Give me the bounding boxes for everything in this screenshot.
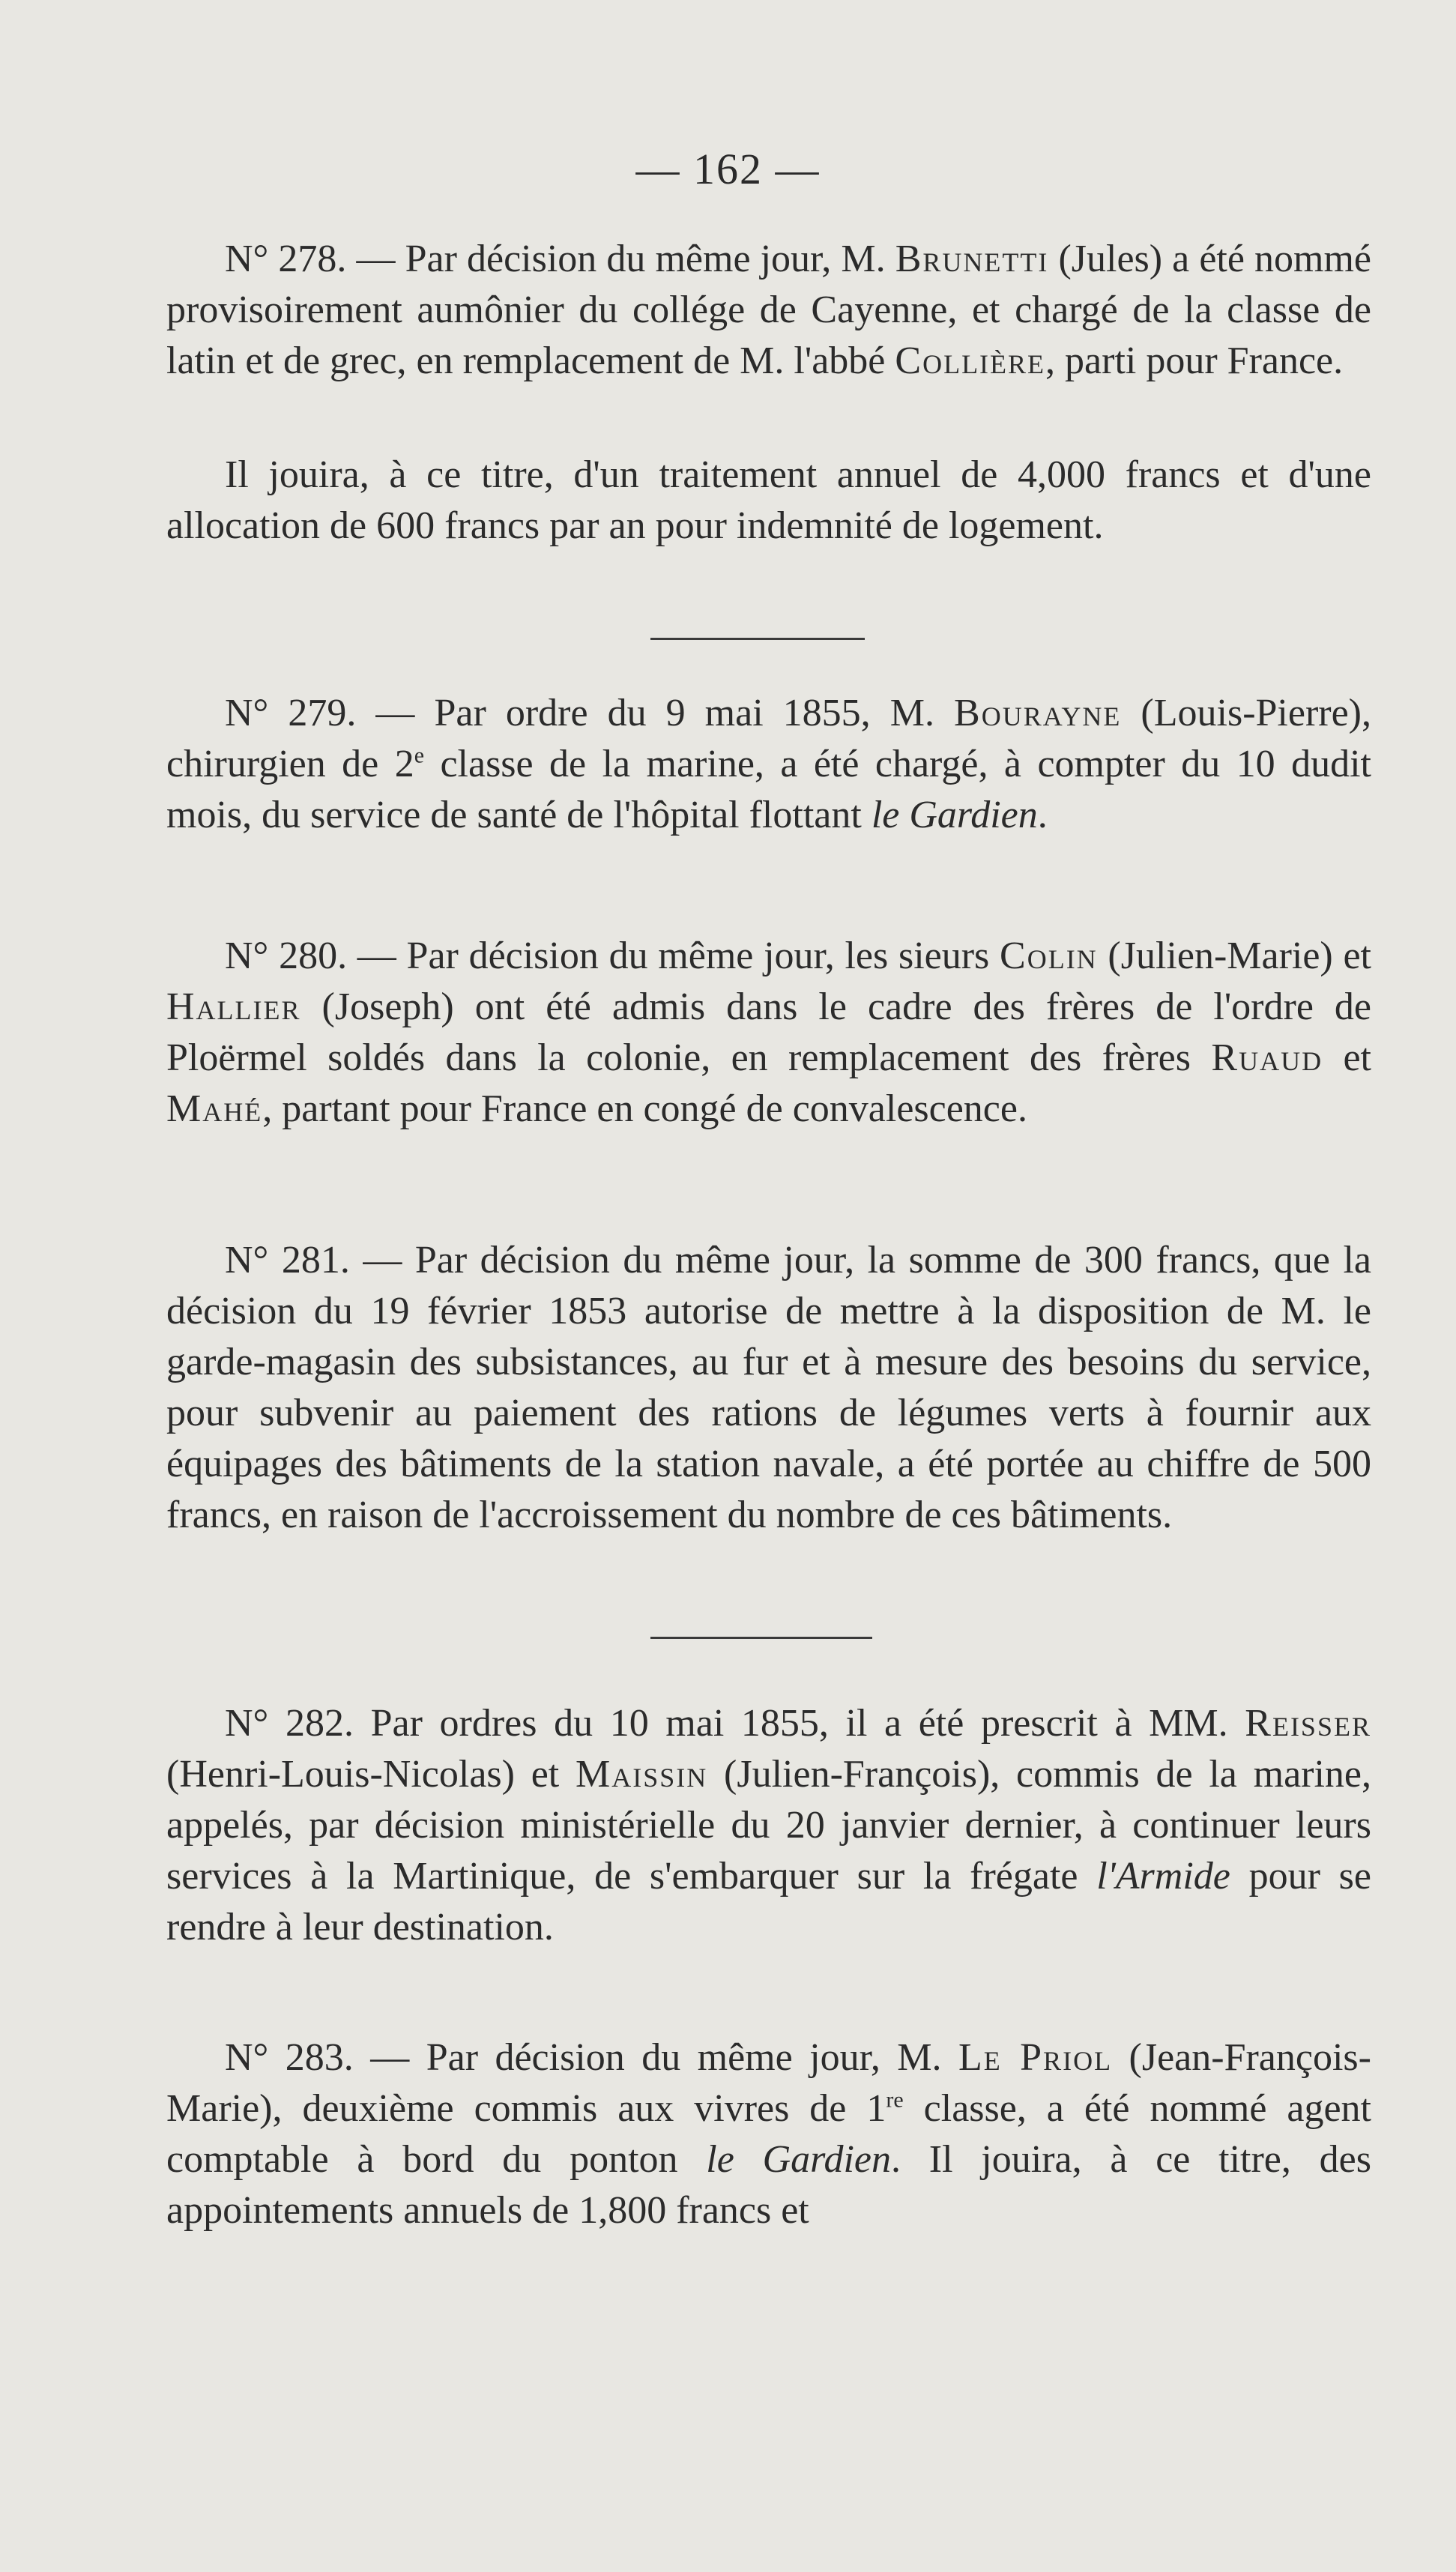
- entry-text: — Par décision du même jour, M.: [346, 238, 895, 280]
- entry-278-paragraph-2: Il jouira, à ce titre, d'un traitement annuel de 4,000 francs et d'une allocation de 600 francs par an pour indemnité de logement.: [166, 453, 1371, 547]
- entry-number: N° 278.: [225, 238, 347, 280]
- entry-text: , parti pour France.: [1045, 339, 1344, 382]
- ship-name: le Gardien: [871, 794, 1038, 836]
- ship-name: l'Armide: [1096, 1855, 1230, 1898]
- section-divider: [650, 638, 865, 640]
- entry-text: (Julien-François), commis de la marine, appelés, par décision ministérielle du 20 janvier dernier, à continuer leurs services à la Martinique, de s'embarquer sur la frégate: [166, 1753, 1371, 1898]
- entry-text: — Par décision du même jour, la somme de 300 francs, que la décision du 19 février 1853 autorise de mettre à la disposition de M. le garde-magasin des subsistances, au fur et à mesure des besoins du service, pour subvenir au paiement des rations de légumes verts à fournir aux équipages des bâtiments de la station navale, a été portée au chiffre de 500 francs, en raison de l'accroissement du nombre de ces bâtiments.: [166, 1239, 1371, 1536]
- entry-number: N° 282.: [225, 1702, 354, 1745]
- entry-number: N° 279.: [225, 692, 357, 734]
- person-name: Le Priol: [958, 2036, 1113, 2079]
- page-number: — 162 —: [635, 145, 821, 193]
- entry-text: (Jules) a été nommé provisoirement aumônier du collége de Cayenne, et chargé de la classe de latin et de grec, en remplacement de M. l'abbé: [166, 238, 1371, 382]
- person-name: Collière: [895, 339, 1046, 382]
- person-name: Hallier: [166, 985, 301, 1028]
- entry-text: (Henri-Louis-Nicolas) et: [166, 1753, 576, 1796]
- entry-281: [166, 1235, 1371, 1541]
- ordinal-superscript: e: [414, 743, 425, 768]
- entry-text: — Par décision du même jour, les sieurs: [347, 935, 1000, 977]
- entry-number: N° 281.: [225, 1239, 350, 1282]
- entry-278: [166, 234, 1371, 387]
- entry-number: N° 283.: [225, 2036, 354, 2079]
- entry-282: [166, 1698, 1371, 1953]
- section-divider: [650, 1637, 872, 1639]
- entry-text: (Louis-Pierre), chirurgien de 2: [166, 692, 1371, 785]
- entry-text: , partant pour France en congé de convalescence.: [262, 1087, 1027, 1130]
- ship-name: le Gardien: [706, 2138, 891, 2181]
- entry-text: et: [1323, 1036, 1371, 1079]
- entry-text: . Il jouira, à ce titre, des appointements annuels de 1,800 francs et: [166, 2138, 1371, 2232]
- entry-text: (Joseph) ont été admis dans le cadre des frères de l'ordre de Ploërmel soldés dans la colonie, en remplacement des frères: [166, 985, 1371, 1079]
- person-name: Reisser: [1245, 1702, 1371, 1745]
- entry-text: classe de la marine, a été chargé, à compter du 10 dudit mois, du service de santé de l'hôpital flottant: [166, 743, 1372, 836]
- entry-text: classe, a été nommé agent comptable à bord du ponton: [166, 2087, 1371, 2181]
- entry-text: (Julien-Marie) et: [1097, 935, 1371, 977]
- person-name: Mahé: [166, 1087, 263, 1130]
- person-name: Brunetti: [895, 238, 1049, 280]
- entry-text: .: [1037, 794, 1048, 836]
- entry-283: [166, 2032, 1371, 2236]
- entry-text: — Par décision du même jour, M.: [353, 2036, 958, 2079]
- person-name: Ruaud: [1211, 1036, 1323, 1079]
- entry-number: N° 280.: [225, 935, 348, 977]
- person-name: Bourayne: [954, 692, 1122, 734]
- entry-text: Par ordres du 10 mai 1855, il a été prescrit à MM.: [353, 1702, 1245, 1745]
- entry-text: pour se rendre à leur destination.: [166, 1855, 1371, 1948]
- ordinal-superscript: re: [886, 2087, 904, 2113]
- entry-279: [166, 688, 1371, 841]
- entry-280: [166, 931, 1371, 1135]
- entry-text: (Jean-François-Marie), deuxième commis aux vivres de 1: [166, 2036, 1371, 2130]
- person-name: Maissin: [576, 1753, 708, 1796]
- entry-text: — Par ordre du 9 mai 1855, M.: [356, 692, 955, 734]
- person-name: Colin: [1000, 935, 1098, 977]
